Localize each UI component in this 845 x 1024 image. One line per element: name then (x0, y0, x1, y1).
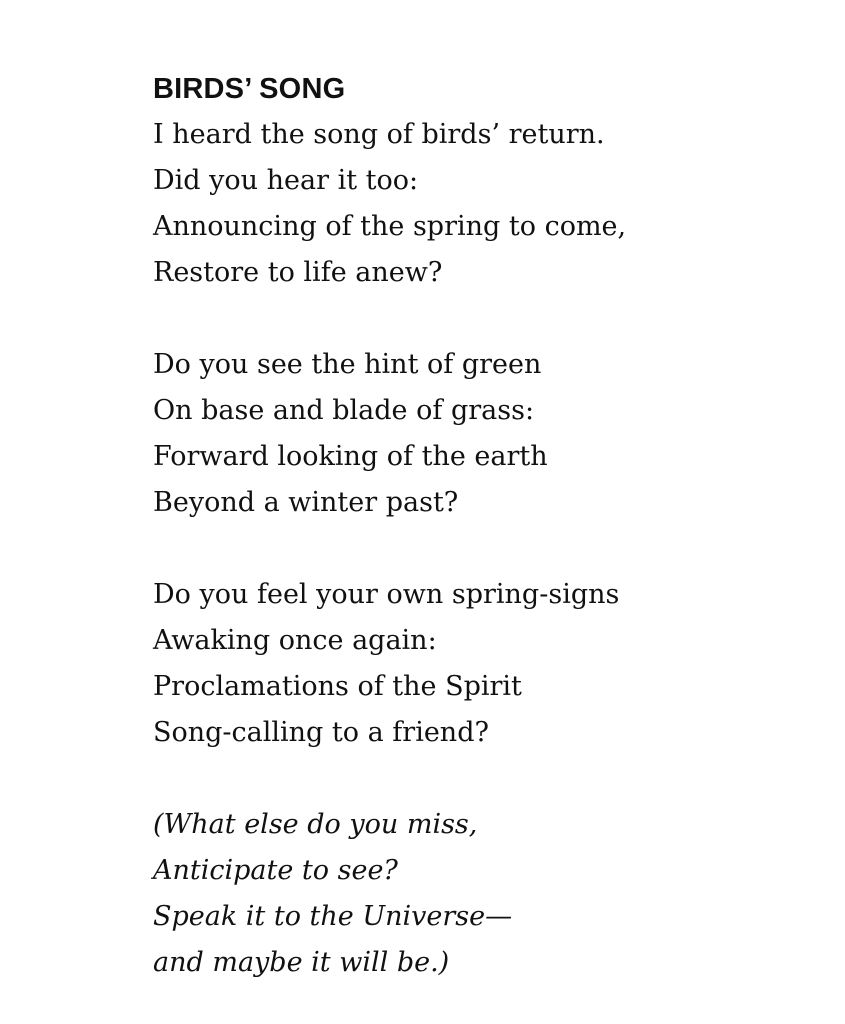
poem-line: Announcing of the spring to come, (153, 211, 627, 242)
poem-line: and maybe it will be.) (153, 947, 450, 978)
poem-line: (What else do you miss, (153, 809, 478, 840)
poem-line: Anticipate to see? (153, 855, 398, 886)
stanza-2 (153, 342, 813, 526)
poem-line: Awaking once again: (153, 625, 437, 656)
poem-line: Restore to life anew? (153, 257, 443, 288)
stanza-3 (153, 572, 813, 756)
poem-line: Song-calling to a friend? (153, 717, 489, 748)
poem-line: Do you feel your own spring-signs (153, 579, 620, 610)
poem-line: Did you hear it too: (153, 165, 419, 196)
stanza-4-italic (153, 802, 813, 986)
poem-line: Forward looking of the earth (153, 441, 548, 472)
poem-line: Speak it to the Universe— (153, 901, 513, 932)
poem-page (153, 66, 813, 986)
stanza-1 (153, 112, 813, 296)
poem-line: On base and blade of grass: (153, 395, 535, 426)
poem-line: Beyond a winter past? (153, 487, 459, 518)
poem-line: Do you see the hint of green (153, 349, 542, 380)
poem-line: Proclamations of the Spirit (153, 671, 522, 702)
poem-title: BIRDS’ SONG (153, 73, 346, 105)
poem-line: I heard the song of birds’ return. (153, 119, 605, 150)
